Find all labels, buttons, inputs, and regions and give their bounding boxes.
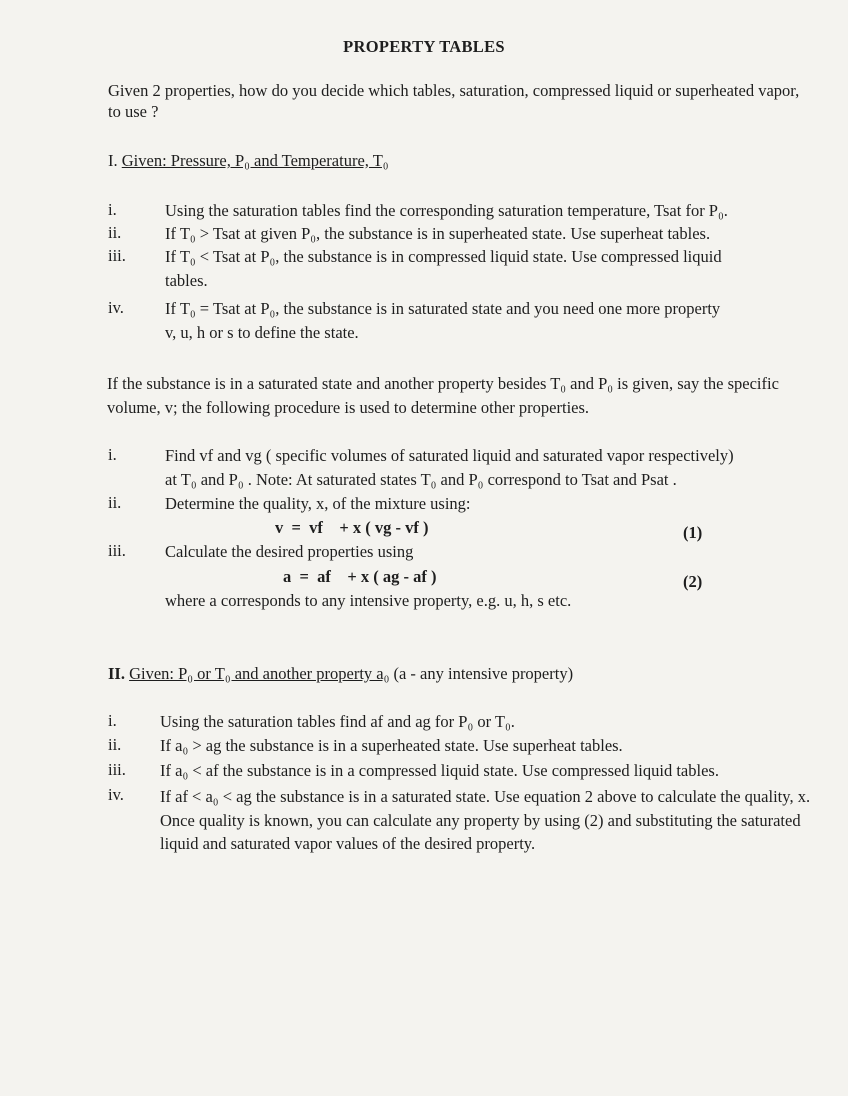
equation-1-number: (1) bbox=[683, 523, 703, 542]
page-title: PROPERTY TABLES bbox=[343, 37, 505, 56]
s2-item-1-num: i. bbox=[108, 711, 117, 730]
s2-item-2-text: If a₀ > ag the substance is in a superheated state. Use superheat tables. bbox=[160, 736, 623, 755]
s1-item-4-line1: If T₀ = Tsat at P₀, the substance is in saturated state and you need one more property bbox=[165, 299, 721, 318]
section-2-number: II. bbox=[108, 664, 125, 683]
proc-item-1-line1: Find vf and vg ( specific volumes of saturated liquid and saturated vapor respectively) bbox=[165, 446, 734, 465]
s1-item-2-text: If T₀ > Tsat at given P₀, the substance is in superheated state. Use superheat tables. bbox=[165, 224, 711, 243]
intro-paragraph: Given 2 properties, how do you decide which tables, saturation, compressed liquid or superheated vapor, to use ? bbox=[108, 81, 800, 121]
section-1-title: Given: Pressure, P₀ and Temperature, T₀ bbox=[121, 151, 389, 170]
saturated-paragraph: If the substance is in a saturated state and another property besides T₀ and P₀ is given, say the specific volume, v; the following procedure is used to determine other properties. bbox=[107, 374, 779, 417]
proc-item-2-num: ii. bbox=[108, 493, 122, 512]
equation-2-number: (2) bbox=[683, 572, 703, 591]
s1-item-4-line2: v, u, h or s to define the state. bbox=[165, 323, 359, 342]
section-1-number: I. bbox=[108, 151, 118, 170]
s2-item-4-num: iv. bbox=[108, 785, 124, 804]
s2-item-3-text: If a₀ < af the substance is in a compressed liquid state. Use compressed liquid tables. bbox=[160, 761, 719, 780]
s1-item-1-text: Using the saturation tables find the corresponding saturation temperature, Tsat for P₀. bbox=[165, 201, 728, 220]
s1-item-3-line2: tables. bbox=[165, 271, 208, 290]
s1-item-2-num: ii. bbox=[108, 223, 122, 242]
s1-item-3-num: iii. bbox=[108, 246, 126, 265]
proc-item-2-text: Determine the quality, x, of the mixture using: bbox=[165, 494, 471, 513]
s1-item-1-num: i. bbox=[108, 200, 117, 219]
s1-item-4-num: iv. bbox=[108, 298, 124, 317]
section-2-note: (a - any intensive property) bbox=[393, 664, 574, 683]
section-2-title: Given: P₀ or T₀ and another property a₀ bbox=[129, 664, 390, 683]
proc-item-1-num: i. bbox=[108, 445, 117, 464]
s2-item-1-text: Using the saturation tables find af and ag for P₀ or T₀. bbox=[160, 712, 515, 731]
s2-item-4-text: If af < a₀ < ag the substance is in a saturated state. Use equation 2 above to calculate the quality, x. Once quality is known, you can calculate any property by using (2) and substituting the saturated liquid and saturated vapor values of the desired property. bbox=[160, 787, 811, 853]
s1-item-3-line1: If T₀ < Tsat at P₀, the substance is in compressed liquid state. Use compressed liquid bbox=[165, 247, 722, 266]
s2-item-2-num: ii. bbox=[108, 735, 122, 754]
s2-item-3-num: iii. bbox=[108, 760, 126, 779]
proc-item-3-num: iii. bbox=[108, 541, 126, 560]
equation-1: v = vf + x ( vg - vf ) bbox=[275, 518, 429, 537]
section-1-heading bbox=[108, 151, 389, 171]
where-line: where a corresponds to any intensive property, e.g. u, h, s etc. bbox=[165, 591, 572, 610]
section-2-heading bbox=[108, 664, 573, 684]
proc-item-1-line2: at T₀ and P₀ . Note: At saturated states T₀ and P₀ correspond to Tsat and Psat . bbox=[165, 470, 677, 489]
equation-2: a = af + x ( ag - af ) bbox=[283, 567, 437, 586]
proc-item-3-text: Calculate the desired properties using bbox=[165, 542, 414, 561]
